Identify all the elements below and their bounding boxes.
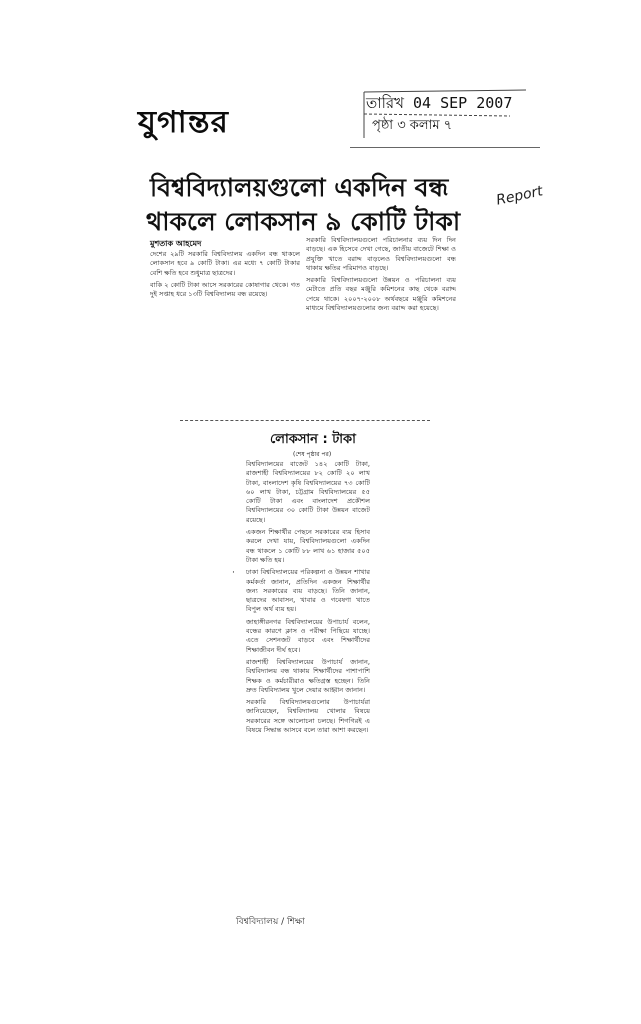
article-column-1: [150, 250, 300, 415]
headline-line-2: থাকলে লোকসান ৯ কোটি টাকা: [146, 207, 461, 236]
footer-handwriting: বিশ্ববিদ্যালয় / শিক্ষা: [236, 917, 305, 927]
margin-handwritten-note: Report: [494, 183, 545, 209]
body-paragraph: সরকারি বিশ্ববিদ্যালয়গুলোর উপাচার্যরা জানিয়েছেন, বিশ্ববিদ্যালয় খোলার বিষয়ে সরকারের সঙ্গে আলোচনা চলছে। শিগগিরই এ বিষয়ে সিদ্ধান্ত আসবে বলে তারা আশা করছেন।: [246, 698, 370, 735]
column-2-paragraph: সরকারি বিশ্ববিদ্যালয়গুলো পরিচালনার ব্যয় দিন দিন বাড়ছে। এক হিসেবে দেখা গেছে, জাতীয় বাজেটে শিক্ষা ও প্রযুক্তি খাতে বরাদ্দ বাড়লেও বিশ্ববিদ্যালয়গুলো বন্ধ থাকায় ক্ষতির পরিমাণও বাড়ছে।: [306, 236, 456, 272]
continuation-subhead: লোকসান : টাকা: [270, 432, 356, 447]
article-byline: মুশতাক আহমেদ: [150, 239, 202, 248]
stamp-underline: [350, 147, 540, 148]
continuation-note: (শেষ পৃষ্ঠার পর): [293, 451, 332, 458]
date-stamp-page: পৃষ্ঠা ৩ কলাম ৭: [372, 118, 453, 133]
newspaper-masthead: যুগান্তর: [137, 105, 229, 140]
body-paragraph: রাজশাহী বিশ্ববিদ্যালয়ের উপাচার্য জানান, বিশ্ববিদ্যালয় বন্ধ থাকায় শিক্ষার্থীদের পাশাপাশি শিক্ষক ও কর্মচারীরাও ক্ষতিগ্রস্ত হচ্ছেন। তিনি দ্রুত বিশ্ববিদ্যালয় খুলে দেয়ার আহ্বান জানান।: [246, 657, 370, 694]
column-1-paragraph: বাকি ২ কোটি টাকা আসে সরকারের কোষাগার থেকে। গত দুই সপ্তাহ ধরে ১৩টি বিশ্ববিদ্যালয় বন্ধ রয়েছে।: [150, 280, 300, 299]
headline-line-1: বিশ্ববিদ্যালয়গুলো একদিন বন্ধ: [150, 173, 449, 202]
date-stamp-date: তারিখ 04 SEP 2007: [366, 94, 513, 112]
continued-body-column: [246, 460, 370, 910]
margin-mark: ·: [232, 568, 235, 578]
column-2-paragraph: সরকারি বিশ্ববিদ্যালয়গুলো উন্নয়ন ও পরিচালনা ব্যয় মেটাতে প্রতি বছর মঞ্জুরি কমিশনের কাছ থেকে বরাদ্দ পেয়ে থাকে। ২০০৭-২০০৮ অর্থবছরে মঞ্জুরি কমিশনের মাধ্যমে বিশ্ববিদ্যালয়গুলোর জন্য বরাদ্দ করা হয়েছে।: [306, 276, 456, 313]
article-column-2: [306, 236, 456, 416]
body-paragraph: বিশ্ববিদ্যালয়ের বাজেট ১৪২ কোটি টাকা, রাজশাহী বিশ্ববিদ্যালয়ের ৮২ কোটি ২০ লাখ টাকা, বাংলাদেশ কৃষি বিশ্ববিদ্যালয়ের ৭৩ কোটি ৬০ লাখ টাকা, চট্টগ্রাম বিশ্ববিদ্যালয়ের ৫৫ কোটি টাকা এবং বাংলাদেশ প্রকৌশল বিশ্ববিদ্যালয়ের ৩০ কোটি টাকা উন্নয়ন বাজেট রয়েছে।: [246, 460, 370, 524]
body-paragraph: জাহাঙ্গীরনগর বিশ্ববিদ্যালয়ের উপাচার্য বলেন, বন্ধের কারণে ক্লাস ও পরীক্ষা পিছিয়ে যাচ্ছে। এতে সেশনজট বাড়বে এবং শিক্ষার্থীদের শিক্ষাজীবন দীর্ঘ হবে।: [246, 617, 370, 654]
body-paragraph: একজন শিক্ষার্থীর পেছনে সরকারের ব্যয় হিসাব করলে দেখা যায়, বিশ্ববিদ্যালয়গুলো একদিন বন্ধ থাকলে ১ কোটি ৮৮ লাখ ৬১ হাজার ৫০৫ টাকা ক্ষতি হয়।: [246, 528, 370, 564]
body-paragraph: ঢাকা বিশ্ববিদ্যালয়ের পরিকল্পনা ও উন্নয়ন শাখার কর্মকর্তা জানান, প্রতিদিন একজন শিক্ষার্থীর জন্য সরকারের ব্যয় বাড়ছে। তিনি জানান, ছাত্রদের আবাসন, খাবার ও গবেষণা খাতে বিপুল অর্থ ব্যয় হয়।: [246, 568, 370, 614]
column-1-paragraph: দেশের ২৯টি সরকারি বিশ্ববিদ্যালয় একদিন বন্ধ থাকলে লোকসান হবে ৯ কোটি টাকা। এর মধ্যে ৭ কোটি টাকার বেশি ক্ষতি হবে শুধুমাত্র ছাত্রদের।: [150, 250, 300, 277]
section-divider: [180, 420, 430, 421]
